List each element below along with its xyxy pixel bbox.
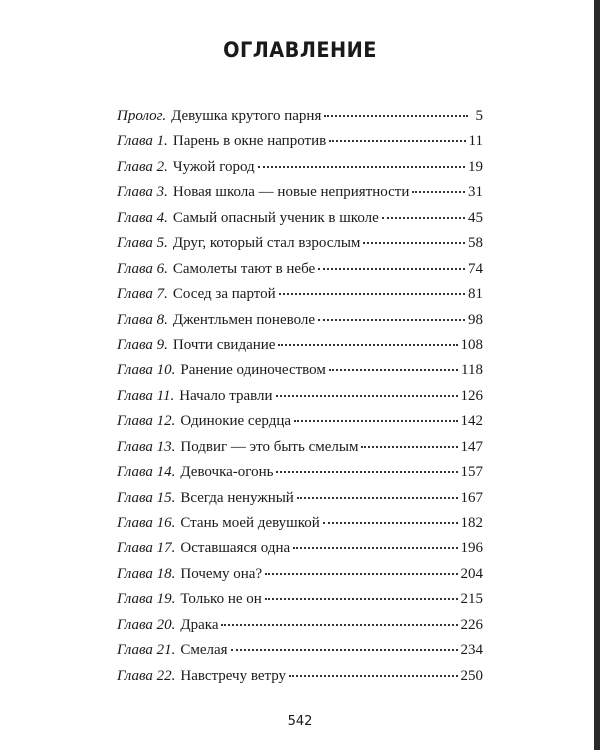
page-number: 542 xyxy=(287,714,313,729)
page-edge-shadow xyxy=(594,0,600,750)
entry-title: Чужой город xyxy=(172,158,255,175)
dot-leader xyxy=(294,420,457,422)
entry-label: Глава 15. xyxy=(117,489,176,506)
dot-leader xyxy=(278,344,457,346)
entry-title: Навстречу ветру xyxy=(180,667,287,684)
toc-entry xyxy=(117,562,483,587)
entry-label: Глава 20. xyxy=(117,616,176,633)
dot-leader xyxy=(276,395,458,397)
entry-label: Глава 12. xyxy=(117,413,176,430)
entry-page-number: 226 xyxy=(460,616,483,633)
entry-label: Глава 10. xyxy=(117,362,176,379)
entry-title: Почему она? xyxy=(180,565,263,582)
dot-leader xyxy=(363,242,465,244)
dot-leader xyxy=(265,598,458,600)
dot-leader xyxy=(329,369,458,371)
toc-entry xyxy=(117,384,483,409)
entry-label: Глава 18. xyxy=(117,565,176,582)
entry-page-number: 31 xyxy=(468,184,483,201)
entry-label: Глава 11. xyxy=(117,387,175,404)
entry-label: Глава 16. xyxy=(117,515,176,531)
entry-page-number: 5 xyxy=(475,108,483,124)
entry-label: Глава 7. xyxy=(117,286,168,303)
entry-page-number: 81 xyxy=(468,286,483,303)
entry-page-number: 167 xyxy=(460,489,483,506)
entry-page-number: 19 xyxy=(468,158,483,175)
dot-leader xyxy=(293,547,457,549)
entry-page-number: 118 xyxy=(461,362,483,379)
toc-entry xyxy=(117,333,483,358)
table-of-contents xyxy=(117,104,483,689)
entry-page-number: 74 xyxy=(468,260,483,277)
entry-title: Самый опасный ученик в школе xyxy=(172,209,379,226)
entry-page-number: 58 xyxy=(468,235,483,252)
dot-leader xyxy=(361,446,457,448)
entry-page-number: 147 xyxy=(460,438,483,455)
entry-title: Джентльмен поневоле xyxy=(172,311,316,328)
dot-leader xyxy=(297,497,458,499)
entry-label: Глава 4. xyxy=(117,209,168,226)
entry-page-number: 45 xyxy=(468,209,483,226)
toc-entry xyxy=(117,486,483,511)
toc-entry xyxy=(117,282,483,307)
toc-entry xyxy=(117,664,483,689)
toc-entry xyxy=(117,613,483,638)
entry-page-number: 108 xyxy=(460,336,483,353)
entry-page-number: 204 xyxy=(460,565,483,582)
entry-page-number: 250 xyxy=(460,667,483,684)
entry-title: Самолеты тают в небе xyxy=(172,260,316,277)
toc-entry xyxy=(117,511,483,536)
entry-label: Глава 5. xyxy=(117,235,168,252)
entry-label: Глава 14. xyxy=(117,464,176,481)
dot-leader xyxy=(382,217,465,219)
toc-entry xyxy=(117,435,483,460)
entry-page-number: 215 xyxy=(460,591,483,608)
dot-leader xyxy=(289,675,457,677)
entry-page-number: 234 xyxy=(460,642,483,659)
entry-label: Глава 8. xyxy=(117,311,168,328)
entry-title: Девочка-огонь xyxy=(180,464,274,481)
entry-title: Начало травли xyxy=(179,387,273,404)
entry-page-number: 126 xyxy=(460,387,483,404)
entry-page-number: 142 xyxy=(460,413,483,430)
dot-leader xyxy=(276,471,457,473)
dot-leader xyxy=(318,268,465,270)
dot-leader xyxy=(318,319,465,321)
entry-page-number: 182 xyxy=(460,515,483,531)
dot-leader xyxy=(231,649,458,651)
entry-title: Почти свидание xyxy=(172,336,276,353)
entry-label: Глава 2. xyxy=(117,158,168,175)
entry-title: Оставшаяся одна xyxy=(180,540,291,557)
entry-label: Глава 17. xyxy=(117,540,176,557)
entry-title: Друг, который стал взрослым xyxy=(172,235,361,252)
toc-entry xyxy=(117,155,483,180)
entry-label: Глава 3. xyxy=(117,184,168,201)
toc-entry xyxy=(117,257,483,282)
entry-page-number: 196 xyxy=(460,540,483,557)
entry-title: Стань моей девушкой xyxy=(180,515,320,531)
entry-title: Драка xyxy=(180,616,219,633)
toc-entry xyxy=(117,358,483,383)
toc-entry xyxy=(117,638,483,663)
entry-title: Ранение одиночеством xyxy=(180,362,326,379)
dot-leader xyxy=(412,191,465,193)
entry-title: Сосед за партой xyxy=(172,286,276,303)
entry-label: Пролог. xyxy=(117,108,167,124)
toc-entry xyxy=(117,206,483,231)
page-title: ОГЛАВЛЕНИЕ xyxy=(223,38,377,62)
entry-page-number: 98 xyxy=(468,311,483,328)
entry-title: Смелая xyxy=(180,642,228,659)
toc-entry xyxy=(117,587,483,612)
entry-label: Глава 21. xyxy=(117,642,176,659)
dot-leader xyxy=(324,115,468,117)
entry-label: Глава 13. xyxy=(117,438,176,455)
toc-entry xyxy=(117,308,483,333)
toc-entry xyxy=(117,409,483,434)
entry-label: Глава 6. xyxy=(117,260,168,277)
dot-leader xyxy=(323,522,458,524)
entry-title: Одинокие сердца xyxy=(180,413,292,430)
entry-page-number: 157 xyxy=(460,464,483,481)
entry-title: Всегда ненужный xyxy=(180,489,294,506)
dot-leader xyxy=(265,573,457,575)
entry-title: Девушка крутого парня xyxy=(171,108,322,124)
entry-label: Глава 9. xyxy=(117,336,168,353)
toc-entry xyxy=(117,536,483,561)
entry-page-number: 11 xyxy=(468,133,483,150)
dot-leader xyxy=(279,293,465,295)
toc-entry xyxy=(117,460,483,485)
toc-entry xyxy=(117,231,483,256)
entry-label: Глава 19. xyxy=(117,591,176,608)
entry-title: Новая школа — новые неприятности xyxy=(172,184,410,201)
entry-label: Глава 22. xyxy=(117,667,176,684)
toc-entry xyxy=(117,129,483,154)
entry-title: Подвиг — это быть смелым xyxy=(180,438,359,455)
entry-title: Только не он xyxy=(180,591,262,608)
entry-title: Парень в окне напротив xyxy=(172,133,327,150)
dot-leader xyxy=(258,166,465,168)
toc-entry xyxy=(117,104,483,129)
dot-leader xyxy=(329,140,465,142)
entry-label: Глава 1. xyxy=(117,133,168,150)
dot-leader xyxy=(221,624,457,626)
toc-entry xyxy=(117,180,483,205)
